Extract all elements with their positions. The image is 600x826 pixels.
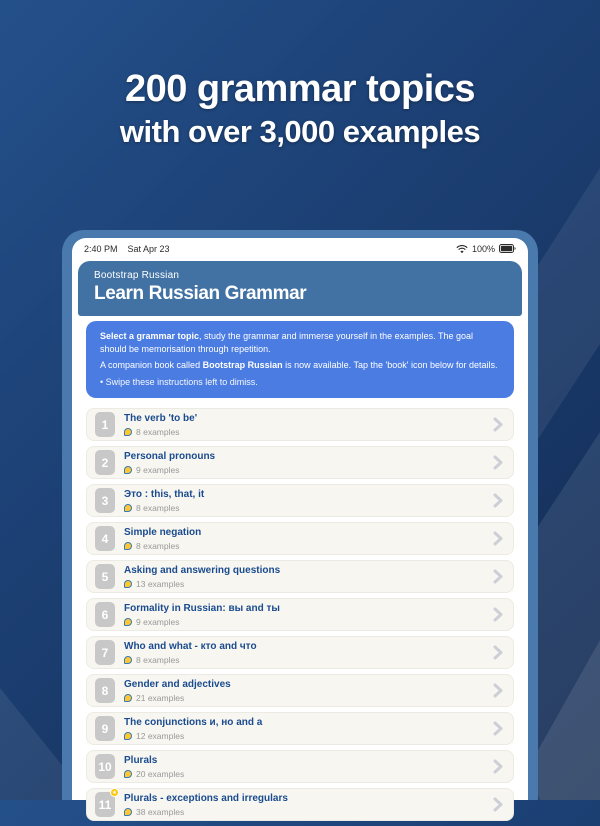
topic-number: 10 <box>98 759 112 774</box>
topic-title: Plurals <box>124 755 158 767</box>
topic-text <box>124 717 262 741</box>
speech-bubble-icon <box>124 694 132 702</box>
topic-number-badge <box>95 716 115 741</box>
status-bar <box>72 238 528 258</box>
topic-examples-label: 8 examples <box>136 540 180 551</box>
page-title: Learn Russian Grammar <box>94 283 307 304</box>
app-header <box>78 261 522 316</box>
topic-examples <box>124 427 197 437</box>
topic-row[interactable] <box>86 484 514 517</box>
topic-number-badge <box>95 488 115 513</box>
topic-text <box>124 565 280 589</box>
chevron-right-icon <box>493 531 503 546</box>
topic-number-badge <box>95 412 115 437</box>
topic-text <box>124 793 288 817</box>
app-name: Bootstrap Russian <box>94 270 180 281</box>
topic-examples-label: 20 examples <box>136 768 185 779</box>
topic-examples <box>124 541 201 551</box>
status-date: Sat Apr 23 <box>127 244 170 254</box>
instructions-pre-2: A companion book called <box>100 360 203 371</box>
instructions-banner[interactable] <box>86 321 514 398</box>
topic-number: 8 <box>101 683 109 698</box>
speech-bubble-icon <box>124 770 132 778</box>
topic-number-badge <box>95 526 115 551</box>
topic-row[interactable] <box>86 788 514 821</box>
speech-bubble-icon <box>124 732 132 740</box>
topic-examples <box>124 769 184 779</box>
topic-text <box>124 527 201 551</box>
topic-row[interactable] <box>86 446 514 479</box>
topic-number-badge <box>95 602 115 627</box>
speech-bubble-icon <box>124 656 132 664</box>
instructions-bold-1: Select a grammar topic <box>100 331 200 341</box>
topic-row[interactable] <box>86 560 514 593</box>
topic-row[interactable] <box>86 636 514 669</box>
battery-icon <box>499 244 516 255</box>
topic-number: 3 <box>101 493 109 508</box>
chevron-right-icon <box>493 493 503 508</box>
topic-row[interactable] <box>86 598 514 631</box>
instructions-paragraph-2 <box>100 359 500 372</box>
topic-text <box>124 413 197 437</box>
topic-new-badge: ★ <box>110 788 119 797</box>
topic-examples <box>124 465 215 475</box>
topic-number: 7 <box>101 645 109 660</box>
instructions-rest-2: is now available. Tap the 'book' icon below for details. <box>282 360 498 371</box>
speech-bubble-icon <box>124 504 132 512</box>
wifi-icon <box>456 245 468 254</box>
topic-text <box>124 451 215 475</box>
topic-number-badge <box>95 450 115 475</box>
topic-title: Это : this, that, it <box>124 489 205 501</box>
topic-title: The verb 'to be' <box>124 413 198 425</box>
topic-examples-label: 8 examples <box>136 654 180 665</box>
topic-examples <box>124 655 257 665</box>
topic-number: 4 <box>101 531 109 546</box>
topic-number-badge <box>95 564 115 589</box>
hero-title-line1: 200 grammar topics <box>124 68 476 110</box>
tablet-screen <box>72 238 528 817</box>
topic-title: Asking and answering questions <box>124 565 281 577</box>
topic-number: 9 <box>101 721 109 736</box>
instructions-rest-1: , study the grammar and immerse yourself in the examples. The goal should be memorisation through repetition. <box>100 331 474 354</box>
chevron-right-icon <box>493 417 503 432</box>
speech-bubble-icon <box>124 542 132 550</box>
instructions-bold-2: Bootstrap Russian <box>202 360 283 371</box>
topic-title: The conjunctions и, но and a <box>124 717 263 729</box>
topic-examples-label: 13 examples <box>136 578 185 589</box>
topic-number: 1 <box>101 417 109 432</box>
topic-row[interactable] <box>86 750 514 783</box>
instructions-paragraph-1 <box>100 330 500 355</box>
topic-title: Gender and adjectives <box>124 679 231 691</box>
topic-examples-label: 21 examples <box>136 692 185 703</box>
topic-number: 6 <box>101 607 109 622</box>
topic-number: 2 <box>101 455 109 470</box>
topic-number-badge <box>95 789 117 817</box>
topic-text <box>124 755 184 779</box>
topic-examples-label: 9 examples <box>136 616 180 627</box>
app-body <box>72 258 528 826</box>
topic-number: 5 <box>101 569 109 584</box>
topic-number-badge <box>95 678 115 703</box>
battery-percent: 100% <box>471 244 495 254</box>
topic-title: Who and what - кто and что <box>124 641 257 653</box>
chevron-right-icon <box>493 721 503 736</box>
chevron-right-icon <box>493 797 503 812</box>
topic-title: Formality in Russian: вы and ты <box>124 603 280 615</box>
speech-bubble-icon <box>124 618 132 626</box>
topic-examples-label: 9 examples <box>136 464 180 475</box>
chevron-right-icon <box>493 607 503 622</box>
topic-examples <box>124 617 280 627</box>
topic-title: Personal pronouns <box>124 451 216 463</box>
instructions-paragraph-3: • Swipe these instructions left to dimiss. <box>100 376 258 387</box>
chevron-right-icon <box>493 683 503 698</box>
topic-examples <box>124 731 262 741</box>
topic-examples-label: 8 examples <box>136 426 180 437</box>
topic-examples <box>124 503 204 513</box>
topic-text <box>124 603 280 627</box>
status-time: 2:40 PM <box>84 244 118 254</box>
hero-title-line2: with over 3,000 examples <box>119 113 481 149</box>
topic-examples-label: 12 examples <box>136 730 185 741</box>
topic-row[interactable] <box>86 712 514 745</box>
hero-headline <box>0 68 600 152</box>
topic-title: Simple negation <box>124 527 202 539</box>
topic-text <box>124 489 204 513</box>
topic-row[interactable] <box>86 674 514 707</box>
topic-examples <box>124 807 288 817</box>
topic-number-badge <box>95 754 115 779</box>
topic-examples <box>124 693 231 703</box>
speech-bubble-icon <box>124 808 132 816</box>
topic-row[interactable] <box>86 408 514 441</box>
topic-examples <box>124 579 280 589</box>
speech-bubble-icon <box>124 428 132 436</box>
topic-text <box>124 641 257 665</box>
chevron-right-icon <box>493 569 503 584</box>
chevron-right-icon <box>493 759 503 774</box>
topic-row[interactable] <box>86 522 514 555</box>
topic-examples-label: 38 examples <box>136 806 185 817</box>
chevron-right-icon <box>493 455 503 470</box>
topic-title: Plurals - exceptions and irregulars <box>124 793 288 805</box>
tablet-mockup <box>62 230 538 817</box>
speech-bubble-icon <box>124 580 132 588</box>
topic-list <box>86 408 514 821</box>
chevron-right-icon <box>493 645 503 660</box>
speech-bubble-icon <box>124 466 132 474</box>
topic-text <box>124 679 231 703</box>
topic-number-badge <box>95 640 115 665</box>
topic-number: 11 <box>98 797 112 812</box>
topic-examples-label: 8 examples <box>136 502 180 513</box>
